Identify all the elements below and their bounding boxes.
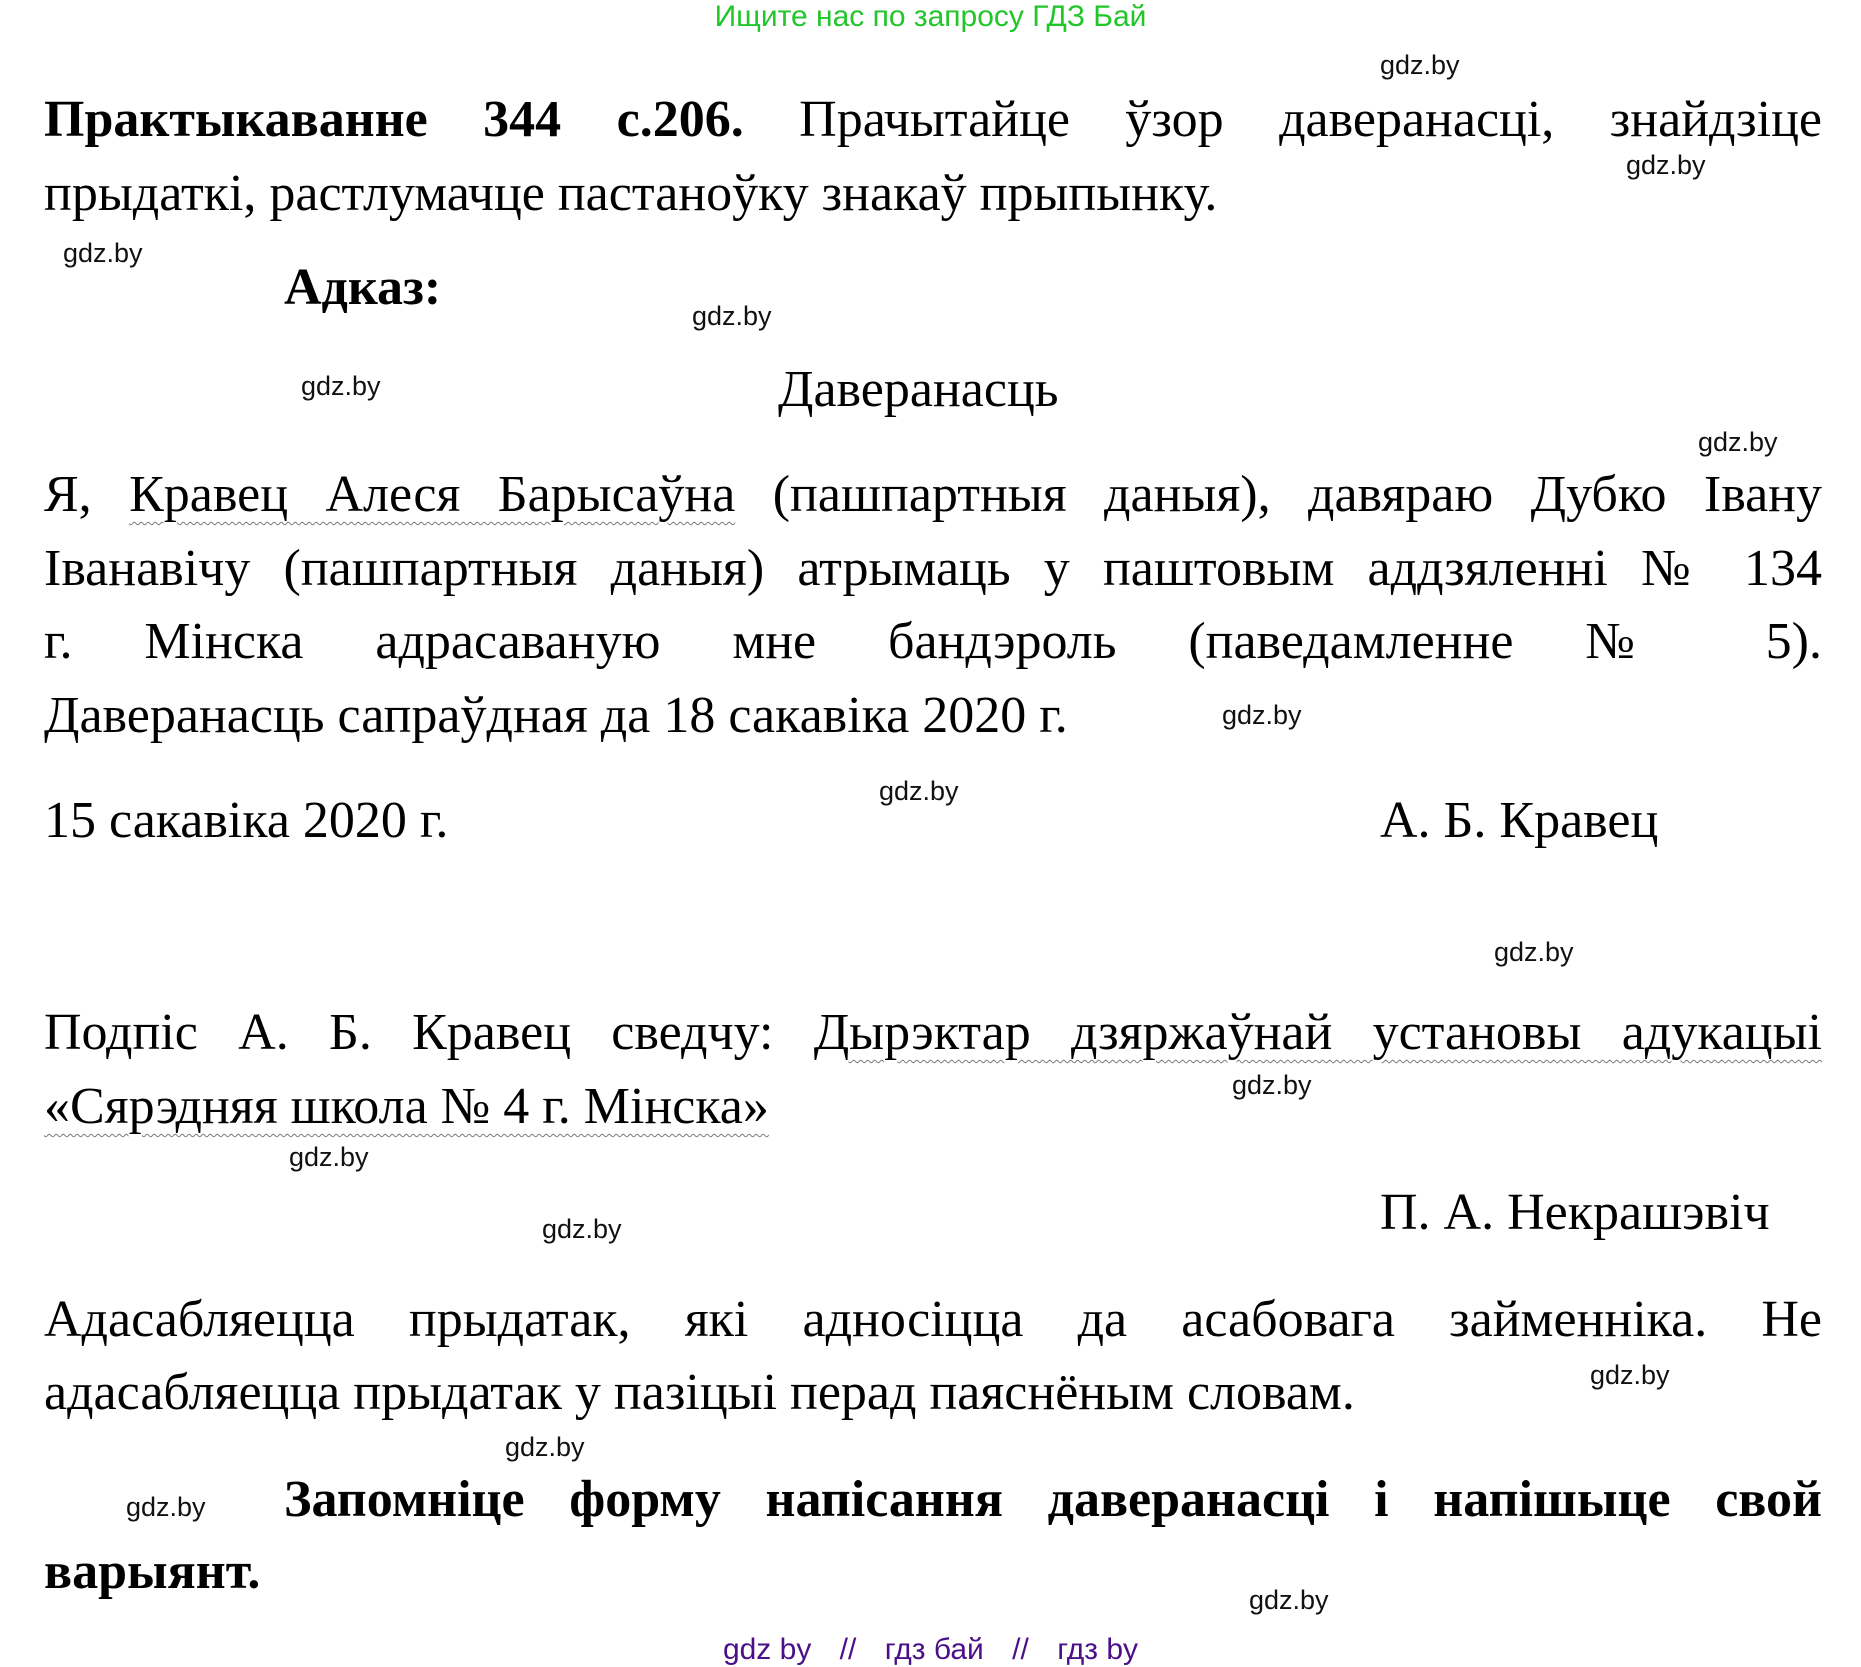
watermark: gdz.by (1380, 50, 1460, 80)
watermark: gdz.by (1626, 150, 1706, 180)
witness-position: Дырэктар дзяржаўнай установы адукацыі (813, 1004, 1822, 1061)
explanation-line-2: адасабляецца прыдатак у пазіцыі перад паяснёным словам. (44, 1364, 1355, 1421)
search-banner: Ищите нас по запросу ГДЗ Бай (714, 0, 1147, 33)
footer-link-gdz-by[interactable]: gdz by (722, 1633, 812, 1666)
footer-link-gdz-by-cyr[interactable]: гдз by (1057, 1633, 1139, 1666)
answer-label: Адказ: (284, 259, 442, 316)
watermark: gdz.by (1232, 1070, 1312, 1100)
document-title: Даверанасць (778, 361, 1059, 418)
body-prefix: Я, (44, 466, 130, 523)
document-body-line-1 (44, 465, 1822, 525)
document-signer: А. Б. Кравец (1380, 792, 1659, 849)
task-line-1 (44, 90, 1822, 150)
watermark: gdz.by (1249, 1585, 1329, 1615)
watermark: gdz.by (301, 371, 381, 401)
task-text-1: Прачытайце ўзор даверанасці, знайдзіце (799, 91, 1823, 148)
watermark: gdz.by (542, 1214, 622, 1244)
footer-separator: // (1012, 1633, 1029, 1666)
explanation-line-1: Адасабляецца прыдатак, які адносіцца да асабовага займенніка. Не (44, 1291, 1822, 1348)
footer-link-gdz-bai[interactable]: гдз бай (884, 1633, 984, 1666)
task-text-2: прыдаткі, растлумачце пастаноўку знакаў прыпынку. (44, 165, 1218, 222)
task-label: Практыкаванне 344 с.206. (44, 91, 744, 148)
watermark: gdz.by (1494, 937, 1574, 967)
witness-prefix: Подпіс А. Б. Кравец сведчу: (44, 1004, 814, 1061)
principal-name: Кравец Алеся Барысаўна (129, 466, 736, 523)
document-date: 15 сакавіка 2020 г. (44, 792, 449, 849)
watermark: gdz.by (692, 301, 772, 331)
watermark: gdz.by (505, 1432, 585, 1462)
assignment-line-1: Запомніце форму напісання даверанасці і напішыце свой (284, 1471, 1822, 1528)
watermark: gdz.by (879, 776, 959, 806)
watermark: gdz.by (1698, 427, 1778, 457)
body-suffix: (пашпартныя даныя), давяраю Дубко Івану (735, 466, 1823, 523)
document-body-line-4: Даверанасць сапраўдная да 18 сакавіка 2020 г. (44, 687, 1068, 744)
assignment-line-2: варыянт. (44, 1543, 261, 1600)
footer-separator: // (839, 1633, 857, 1666)
document-body-line-2: Іванавічу (пашпартныя даныя) атрымаць у паштовым аддзяленні № 134 (44, 540, 1822, 597)
watermark: gdz.by (1222, 700, 1302, 730)
witness-line-1 (44, 1003, 1822, 1063)
watermark: gdz.by (126, 1492, 206, 1522)
witness-institution: «Сярэдняя школа № 4 г. Мінска» (44, 1078, 769, 1135)
witness-line-2 (44, 1077, 769, 1137)
watermark: gdz.by (63, 238, 143, 268)
witness-name: П. А. Некрашэвіч (1380, 1184, 1770, 1241)
footer-links (0, 1633, 1861, 1667)
watermark: gdz.by (1590, 1360, 1670, 1390)
watermark: gdz.by (289, 1142, 369, 1172)
document-body-line-3: г. Мінска адрасаваную мне бандэроль (паведамленне № 5). (44, 613, 1822, 670)
